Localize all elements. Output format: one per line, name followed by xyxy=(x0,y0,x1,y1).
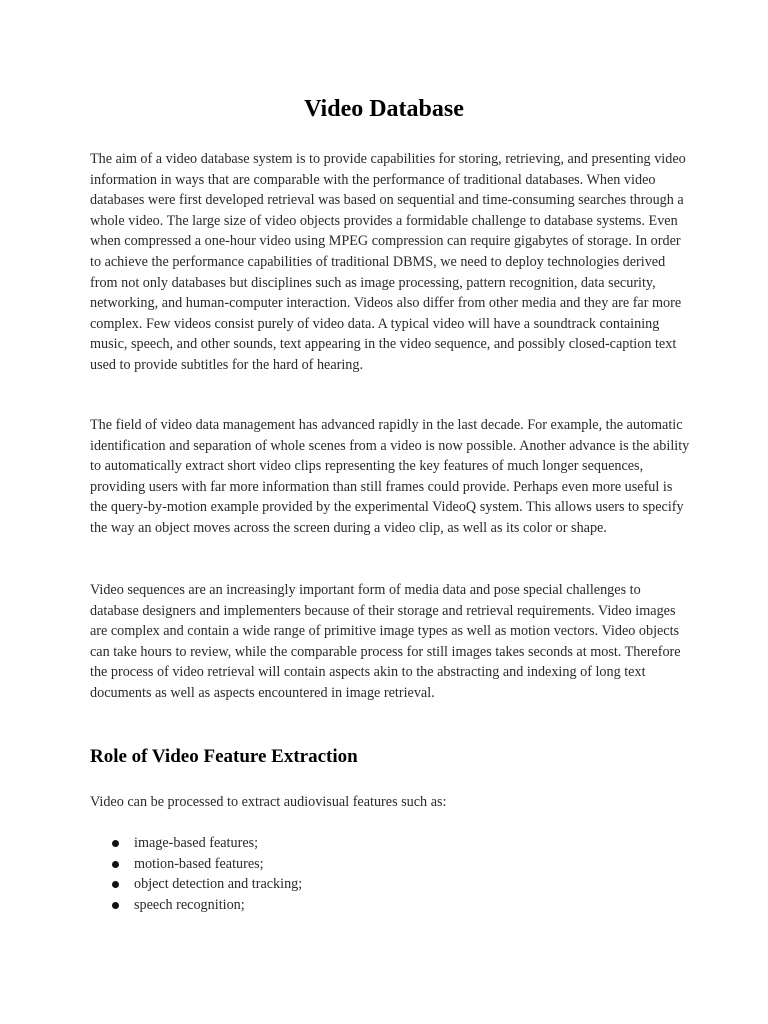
list-item-text: speech recognition; xyxy=(134,896,245,913)
section-heading: Role of Video Feature Extraction xyxy=(90,746,358,767)
list-item xyxy=(110,895,302,916)
list-item-text: motion-based features; xyxy=(134,855,264,872)
paragraph-video-sequences: Video sequences are an increasingly important form of media data and pose special challenges to database designers and implementers because of their storage and retrieval requirements. Video images are complex and contain a wide range of primitive image types as well as motion vectors. Video objects can take hours to review, while the comparable process for still images takes seconds at most. Therefore the process of video retrieval will contain aspects akin to the abstracting and indexing of long text documents as well as aspects encountered in image retrieval. xyxy=(90,582,681,701)
bullet-icon xyxy=(112,902,119,909)
bullet-icon xyxy=(112,881,119,888)
list-item xyxy=(110,833,302,854)
feature-bullet-list xyxy=(110,833,302,915)
paragraph-video-data-management: The field of video data management has advanced rapidly in the last decade. For example, the automatic identification and separation of whole scenes from a video is now possible. Another advance is the ability to automatically extract short video clips representing the key features of much longer sequences, providing users with far more information than still frames could provide. Perhaps even more useful is the query-by-motion example provided by the experimental VideoQ system. This allows users to specify the way an object moves across the screen during a video clip, as well as its color or shape. xyxy=(90,417,690,536)
section-intro-paragraph: Video can be processed to extract audiovisual features such as: xyxy=(90,794,447,810)
paragraph-intro: The aim of a video database system is to provide capabilities for storing, retrieving, and presenting video information in ways that are comparable with the performance of traditional databases. When video databases were first developed retrieval was based on sequential and time-consuming searches through a whole video. The large size of video objects provides a formidable challenge to database systems. Even when compressed a one-hour video using MPEG compression can require gigabytes of storage. In order to achieve the performance capabilities of traditional DBMS, we need to deploy technologies derived from not only databases but disciplines such as image processing, pattern recognition, data security, networking, and human-computer interaction. Videos also differ from other media and they are far more complex. Few videos consist purely of video data. A typical video will have a soundtrack containing music, speech, and other sounds, text appearing in the video sequence, and possibly closed-caption text used to provide subtitles for the hard of hearing. xyxy=(90,151,686,373)
bullet-icon xyxy=(112,861,119,868)
list-item xyxy=(110,854,302,875)
document-title: Video Database xyxy=(304,96,464,122)
list-item-text: image-based features; xyxy=(134,835,259,851)
bullet-icon xyxy=(112,840,119,847)
list-item xyxy=(110,874,302,895)
list-item-text: object detection and tracking; xyxy=(134,876,303,893)
